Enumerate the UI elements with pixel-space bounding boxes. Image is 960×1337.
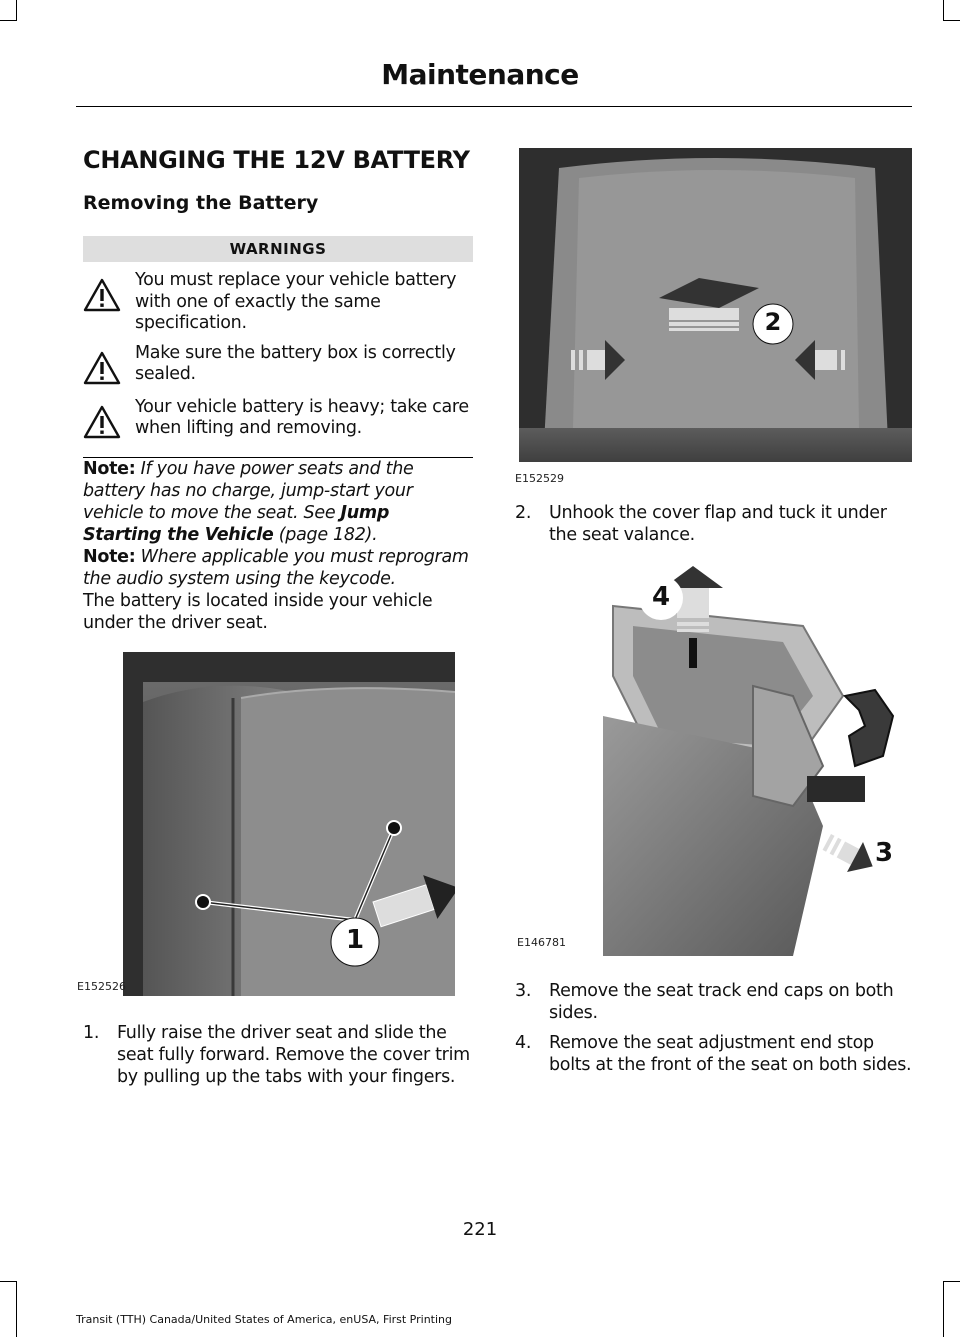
note-text: If you have power seats and the battery has no charge, jump-start your vehicle to move the seat. See (83, 458, 414, 523)
step-text: Remove the seat adjustment end stop bolts at the front of the seat on both sides. (549, 1033, 912, 1075)
crop-mark (16, 0, 17, 20)
callout-4: 4 (651, 582, 671, 612)
step-text: Remove the seat track end caps on both sides. (549, 981, 894, 1023)
left-column (77, 140, 473, 1088)
warning-item (83, 343, 473, 389)
warning-item (83, 397, 473, 443)
warning-text: Make sure the battery box is correctly sealed. (135, 342, 456, 384)
right-column (515, 148, 912, 1076)
note-label: Note: (83, 458, 136, 479)
step-number: 2. (515, 503, 532, 523)
step-number: 1. (83, 1022, 100, 1043)
crop-mark (0, 20, 17, 21)
crop-mark (0, 1281, 17, 1282)
crop-mark (16, 1281, 17, 1337)
callout-3: 3 (874, 838, 894, 868)
step-4 (515, 1032, 912, 1076)
note-label: Note: (83, 546, 136, 567)
crop-mark (943, 1281, 944, 1337)
warning-item (83, 270, 473, 335)
step-number: 4. (515, 1033, 532, 1053)
crop-mark (943, 0, 944, 20)
callout-2: 2 (764, 308, 782, 336)
warnings-box (83, 236, 473, 458)
step-2 (515, 502, 912, 546)
section-title: CHANGING THE 12V BATTERY (83, 146, 470, 174)
step-1 (83, 1022, 473, 1088)
step-text: Fully raise the driver seat and slide the seat fully forward. Remove the cover trim by pulling up the tabs with your fingers. (117, 1022, 470, 1087)
figure-code: E146781 (517, 936, 566, 949)
warning-triangle-icon (83, 343, 135, 389)
warning-triangle-icon (83, 270, 135, 316)
figure-seat-front (515, 148, 912, 485)
page-number: 221 (462, 1219, 498, 1240)
note-page-ref: (page 182). (273, 524, 378, 545)
seat-cover-illustration (83, 652, 455, 996)
note-power-seats (83, 458, 473, 546)
step-3 (515, 980, 912, 1024)
step-text: Unhook the cover flap and tuck it under the seat valance. (549, 503, 887, 545)
note-text: Where applicable you must reprogram the audio system using the keycode. (83, 546, 469, 589)
warning-text: You must replace your vehicle battery with one of exactly the same specification. (135, 270, 457, 333)
section-subtitle: Removing the Battery (83, 192, 319, 214)
header-divider (76, 106, 912, 107)
figure-seat-track (517, 566, 905, 956)
crop-mark (943, 1281, 960, 1282)
footer-text: Transit (TTH) Canada/United States of America, enUSA, First Printing (76, 1313, 452, 1326)
seat-track-illustration (593, 566, 905, 956)
warning-triangle-icon (83, 397, 135, 443)
figure-seat-cover (77, 652, 455, 996)
page-header-title: Maintenance (381, 58, 579, 91)
note-audio (83, 546, 473, 590)
seat-front-illustration (519, 148, 912, 462)
figure-code: E152529 (515, 472, 564, 485)
jump-starting-link[interactable]: Jump Starting the Vehicle (83, 502, 390, 545)
callout-1: 1 (345, 924, 365, 955)
crop-mark (943, 20, 960, 21)
figure-code: E152526 (77, 979, 126, 993)
warning-text: Your vehicle battery is heavy; take care when lifting and removing. (135, 396, 469, 438)
step-number: 3. (515, 981, 532, 1001)
warnings-heading: WARNINGS (83, 236, 473, 262)
intro-paragraph: The battery is located inside your vehicle under the driver seat. (83, 590, 433, 633)
